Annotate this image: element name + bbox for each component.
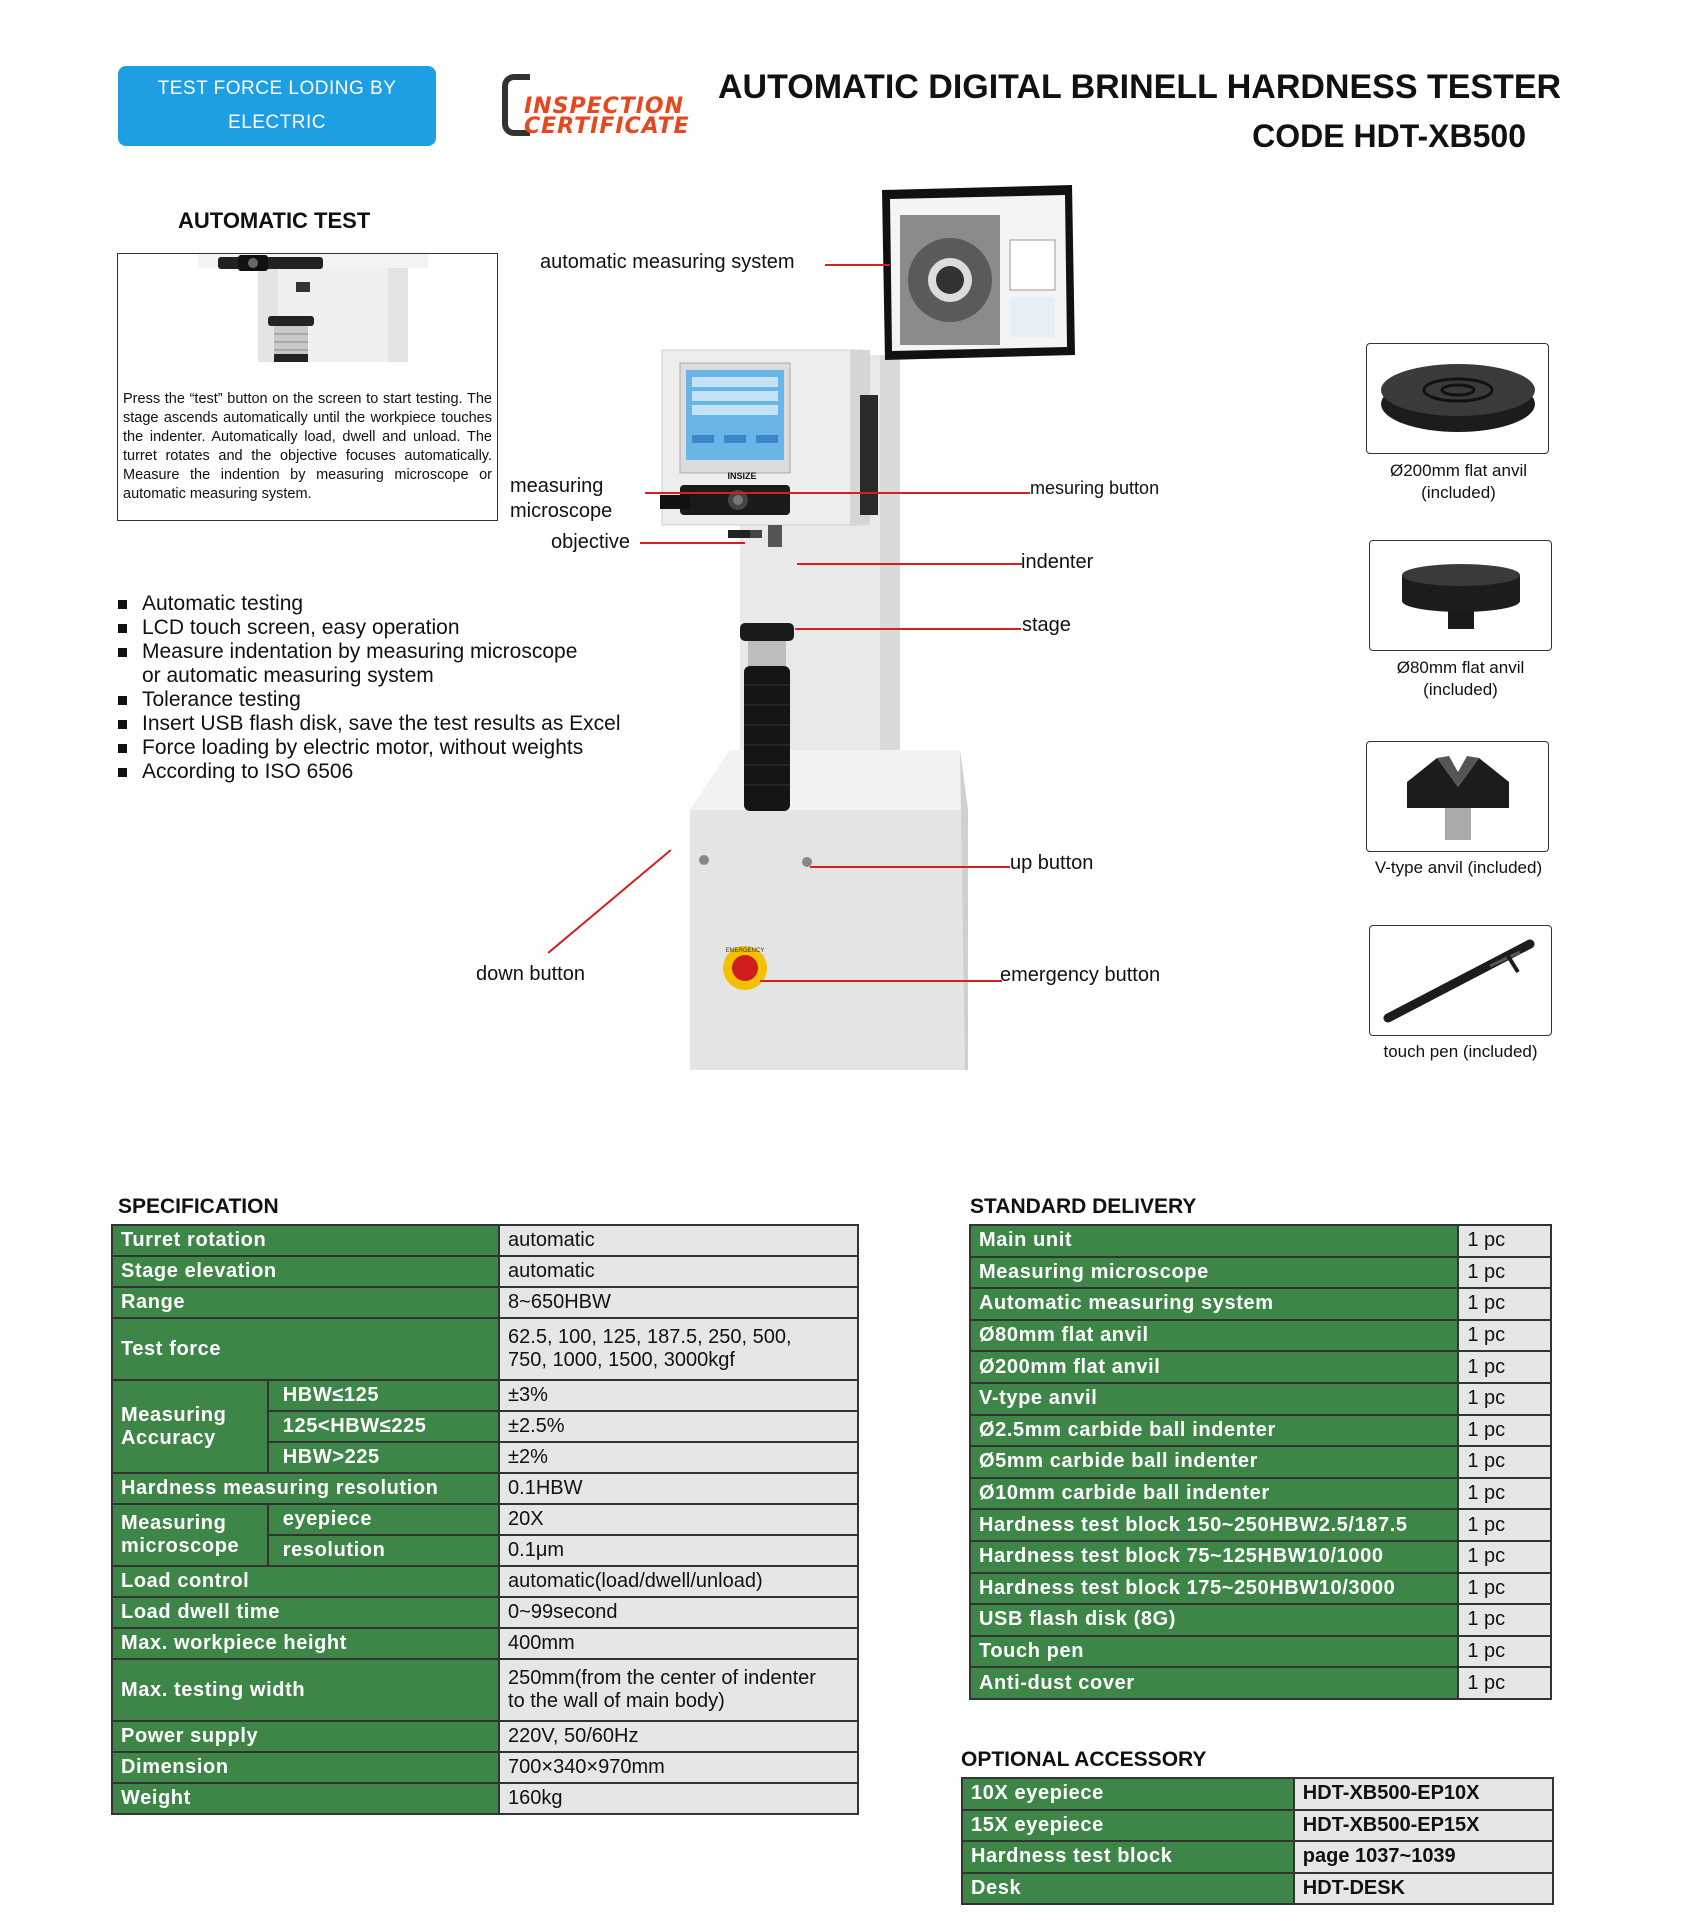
table-row: Turret rotation automatic (112, 1225, 858, 1256)
item-name: Hardness test block 175~250HBW10/3000 (970, 1573, 1458, 1605)
item-name: V-type anvil (970, 1383, 1458, 1415)
optional-accessory-title: OPTIONAL ACCESSORY (961, 1748, 1207, 1771)
table-row (970, 1288, 1551, 1320)
item-value: 1 pc (1458, 1573, 1551, 1605)
feature-item: LCD touch screen, easy operation (118, 616, 621, 640)
specification-table (111, 1224, 859, 1815)
item-value: 1 pc (1458, 1351, 1551, 1383)
accessory-label: Ø80mm flat anvil (included) (1396, 658, 1525, 699)
emergency-ring-label: EMERGENCY (725, 948, 765, 954)
v-anvil-icon (1367, 742, 1550, 853)
product-code: CODE HDT-XB500 (1252, 118, 1526, 154)
item-name: Ø80mm flat anvil (970, 1320, 1458, 1352)
table-row (970, 1636, 1551, 1668)
item-value: 1 pc (1458, 1541, 1551, 1573)
badge-line-1: TEST FORCE LODING BY ELECTRIC (157, 78, 397, 133)
callout-up-button: up button (1010, 852, 1094, 874)
table-row: Test force 62.5, 100, 125, 187.5, 250, 500, 750, 1000, 1500, 3000kgf (112, 1318, 858, 1380)
item-value: 1 pc (1458, 1604, 1551, 1636)
table-row (970, 1351, 1551, 1383)
flat-anvil-small-icon (1370, 541, 1553, 652)
badge-line-2: MOTOR(WITHOUT WEIGHT) (145, 146, 409, 167)
table-row (962, 1778, 1553, 1810)
item-name: Ø2.5mm carbide ball indenter (970, 1415, 1458, 1447)
item-value: 1 pc (1458, 1446, 1551, 1478)
table-row: Load control automatic(load/dwell/unload) (112, 1566, 858, 1597)
item-value: 1 pc (1458, 1478, 1551, 1510)
optional-accessory-table (961, 1777, 1554, 1905)
accessory-label: Ø200mm flat anvil (included) (1390, 461, 1527, 502)
table-row (962, 1873, 1553, 1905)
feature-item: Measure indentation by measuring microscope (118, 640, 621, 664)
touch-pen-icon (1370, 926, 1553, 1037)
item-value: 1 pc (1458, 1415, 1551, 1447)
accessory-touch-pen (1369, 925, 1552, 1036)
item-value: page 1037~1039 (1294, 1841, 1553, 1873)
table-row (970, 1320, 1551, 1352)
table-row (970, 1509, 1551, 1541)
tester-closeup-image (198, 254, 428, 362)
table-row: Dimension 700×340×970mm (112, 1752, 858, 1783)
table-row (970, 1415, 1551, 1447)
standard-delivery-title: STANDARD DELIVERY (970, 1195, 1197, 1218)
table-row: Max. testing width 250mm(from the center of indenter to the wall of main body) (112, 1659, 858, 1721)
callout-measuring: measuring (510, 475, 604, 497)
feature-item-continued: or automatic measuring system (142, 664, 434, 687)
item-value: 1 pc (1458, 1288, 1551, 1320)
callout-emergency-button: emergency button (1000, 964, 1161, 986)
table-row: Max. workpiece height 400mm (112, 1628, 858, 1659)
table-row (970, 1478, 1551, 1510)
callout-stage: stage (1022, 614, 1071, 636)
table-row: Weight 160kg (112, 1783, 858, 1814)
callout-microscope: microscope (510, 500, 613, 522)
table-row (970, 1446, 1551, 1478)
item-name: Touch pen (970, 1636, 1458, 1668)
item-name: Measuring microscope (970, 1257, 1458, 1289)
feature-item: Automatic testing (118, 592, 621, 616)
table-row (970, 1225, 1551, 1257)
item-name: 10X eyepiece (962, 1778, 1294, 1810)
item-value: 1 pc (1458, 1509, 1551, 1541)
item-value: 1 pc (1458, 1225, 1551, 1257)
feature-item: Tolerance testing (118, 688, 621, 712)
accessory-flat-anvil-large (1366, 343, 1549, 454)
automatic-test-description: Press the “test” button on the screen to start testing. The stage ascends automatically until the workpiece touches the indenter. Automatically load, dwell and unload. The turret rotates and the objective focuses automatically. Measure the indention by measuring microscope or automatic measuring system. (123, 391, 492, 502)
flat-anvil-large-icon (1367, 344, 1550, 455)
table-row (970, 1604, 1551, 1636)
force-loading-badge (118, 66, 436, 167)
automatic-test-box (117, 253, 498, 521)
item-name: Ø10mm carbide ball indenter (970, 1478, 1458, 1510)
accessory-label: touch pen (included) (1383, 1042, 1538, 1061)
table-row: Measuring Accuracy HBW≤125 ±3% (112, 1380, 858, 1411)
hardness-tester-image (600, 185, 1160, 1085)
item-name: Hardness test block (962, 1841, 1294, 1873)
feature-list (118, 592, 621, 784)
logo-line-2: CERTIFICATE (524, 114, 690, 139)
item-value: 1 pc (1458, 1667, 1551, 1699)
standard-delivery-table (969, 1224, 1552, 1700)
automatic-test-title: AUTOMATIC TEST (178, 208, 371, 233)
table-row: HBW>225 ±2% (112, 1442, 858, 1473)
panel-brand: INSIZE (727, 471, 757, 481)
callout-objective: objective (551, 531, 630, 553)
item-name: Main unit (970, 1225, 1458, 1257)
accessory-v-anvil (1366, 741, 1549, 852)
feature-item: Force loading by electric motor, without weights (118, 736, 621, 760)
table-row (962, 1841, 1553, 1873)
logo-line-1: INSPECTION (524, 94, 685, 119)
specification-title: SPECIFICATION (118, 1195, 279, 1218)
item-value: 1 pc (1458, 1257, 1551, 1289)
item-name: Ø200mm flat anvil (970, 1351, 1458, 1383)
callout-automatic-measuring-system: automatic measuring system (540, 251, 795, 273)
item-value: HDT-DESK (1294, 1873, 1553, 1905)
table-row: Measuring microscope eyepiece 20X (112, 1504, 858, 1535)
table-row: resolution 0.1μm (112, 1535, 858, 1566)
callout-mesuring-button: mesuring button (1030, 478, 1160, 498)
table-row: Power supply 220V, 50/60Hz (112, 1721, 858, 1752)
item-value: HDT-XB500-EP15X (1294, 1810, 1553, 1842)
callout-down-button: down button (476, 963, 585, 985)
item-name: Hardness test block 150~250HBW2.5/187.5 (970, 1509, 1458, 1541)
table-row (970, 1383, 1551, 1415)
feature-item: According to ISO 6506 (118, 760, 621, 784)
item-name: Automatic measuring system (970, 1288, 1458, 1320)
table-row (970, 1257, 1551, 1289)
item-value: 1 pc (1458, 1383, 1551, 1415)
accessory-label: V-type anvil (included) (1374, 858, 1543, 877)
table-row (970, 1667, 1551, 1699)
item-name: USB flash disk (8G) (970, 1604, 1458, 1636)
callout-indenter: indenter (1021, 551, 1094, 573)
item-name: Ø5mm carbide ball indenter (970, 1446, 1458, 1478)
table-row (970, 1573, 1551, 1605)
item-value: 1 pc (1458, 1636, 1551, 1668)
page-title: AUTOMATIC DIGITAL BRINELL HARDNESS TESTER (718, 68, 1562, 106)
item-value: HDT-XB500-EP10X (1294, 1778, 1553, 1810)
accessory-flat-anvil-small (1369, 540, 1552, 651)
table-row (970, 1541, 1551, 1573)
table-row: Load dwell time 0~99second (112, 1597, 858, 1628)
item-name: Anti-dust cover (970, 1667, 1458, 1699)
table-row: Range 8~650HBW (112, 1287, 858, 1318)
item-name: 15X eyepiece (962, 1810, 1294, 1842)
table-row: Hardness measuring resolution 0.1HBW (112, 1473, 858, 1504)
table-row (962, 1810, 1553, 1842)
item-name: Hardness test block 75~125HBW10/1000 (970, 1541, 1458, 1573)
feature-item: Insert USB flash disk, save the test results as Excel (118, 712, 621, 736)
inspection-certificate-logo (502, 70, 698, 140)
item-value: 1 pc (1458, 1320, 1551, 1352)
item-name: Desk (962, 1873, 1294, 1905)
table-row: Stage elevation automatic (112, 1256, 858, 1287)
table-row: 125<HBW≤225 ±2.5% (112, 1411, 858, 1442)
